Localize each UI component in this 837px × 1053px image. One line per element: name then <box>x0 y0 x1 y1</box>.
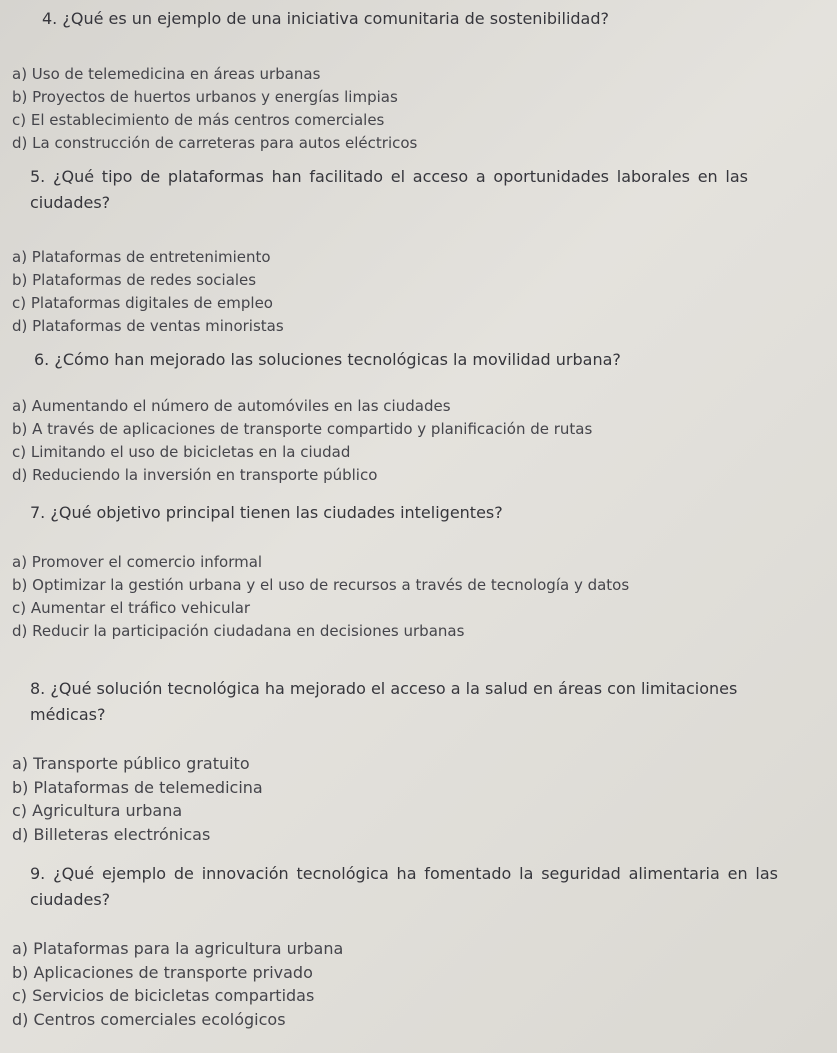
question-9-option-c: c) Servicios de bicicletas compartidas <box>12 986 315 1005</box>
question-9-text: 9. ¿Qué ejemplo de innovación tecnológica ha fomentado la seguridad alimentaria en las ciudades? <box>30 864 778 909</box>
question-4-option-b: b) Proyectos de huertos urbanos y energías limpias <box>12 88 398 106</box>
question-9-option-a: a) Plataformas para la agricultura urbana <box>12 939 344 958</box>
question-5-text: 5. ¿Qué tipo de plataformas han facilitado el acceso a oportunidades laborales en las ciudades? <box>30 167 748 212</box>
question-8-option-a: a) Transporte público gratuito <box>12 754 250 773</box>
question-7-text: 7. ¿Qué objetivo principal tienen las ciudades inteligentes? <box>30 503 503 522</box>
question-8-text: 8. ¿Qué solución tecnológica ha mejorado el acceso a la salud en áreas con limitaciones médicas? <box>30 679 738 724</box>
question-6-text: 6. ¿Cómo han mejorado las soluciones tecnológicas la movilidad urbana? <box>34 350 621 369</box>
question-5-option-d: d) Plataformas de ventas minoristas <box>12 317 284 335</box>
question-8-options <box>12 752 263 846</box>
question-4-text: 4. ¿Qué es un ejemplo de una iniciativa comunitaria de sostenibilidad? <box>42 9 609 28</box>
question-5-options <box>12 246 284 338</box>
question-8-option-d: d) Billeteras electrónicas <box>12 824 211 844</box>
question-4-option-a: a) Uso de telemedicina en áreas urbanas <box>12 65 321 83</box>
question-7-options <box>12 551 629 643</box>
question-7-option-c: c) Aumentar el tráfico vehicular <box>12 599 251 617</box>
question-7-option-d: d) Reducir la participación ciudadana en decisiones urbanas <box>12 622 465 640</box>
question-6-option-a: a) Aumentando el número de automóviles en las ciudades <box>12 397 451 415</box>
question-4-option-c: c) El establecimiento de más centros comerciales <box>12 111 385 129</box>
question-4-options <box>12 63 417 155</box>
question-6-option-c: c) Limitando el uso de bicicletas en la ciudad <box>12 443 351 461</box>
question-5-option-c: c) Plataformas digitales de empleo <box>12 294 273 312</box>
question-7-option-b: b) Optimizar la gestión urbana y el uso de recursos a través de tecnología y datos <box>12 576 630 594</box>
question-8-option-b: b) Plataformas de telemedicina <box>12 777 263 797</box>
question-6-options <box>12 395 592 487</box>
question-8-option-c: c) Agricultura urbana <box>12 801 183 820</box>
question-5-option-a: a) Plataformas de entretenimiento <box>12 248 271 266</box>
question-5-option-b: b) Plataformas de redes sociales <box>12 271 257 289</box>
question-6-option-b: b) A través de aplicaciones de transporte compartido y planificación de rutas <box>12 420 593 438</box>
question-9-options <box>12 937 343 1031</box>
question-7-option-a: a) Promover el comercio informal <box>12 553 263 571</box>
question-9-option-b: b) Aplicaciones de transporte privado <box>12 962 313 982</box>
question-6-option-d: d) Reduciendo la inversión en transporte público <box>12 466 378 484</box>
question-4-option-d: d) La construcción de carreteras para autos eléctricos <box>12 134 418 152</box>
question-9-option-d: d) Centros comerciales ecológicos <box>12 1009 286 1029</box>
